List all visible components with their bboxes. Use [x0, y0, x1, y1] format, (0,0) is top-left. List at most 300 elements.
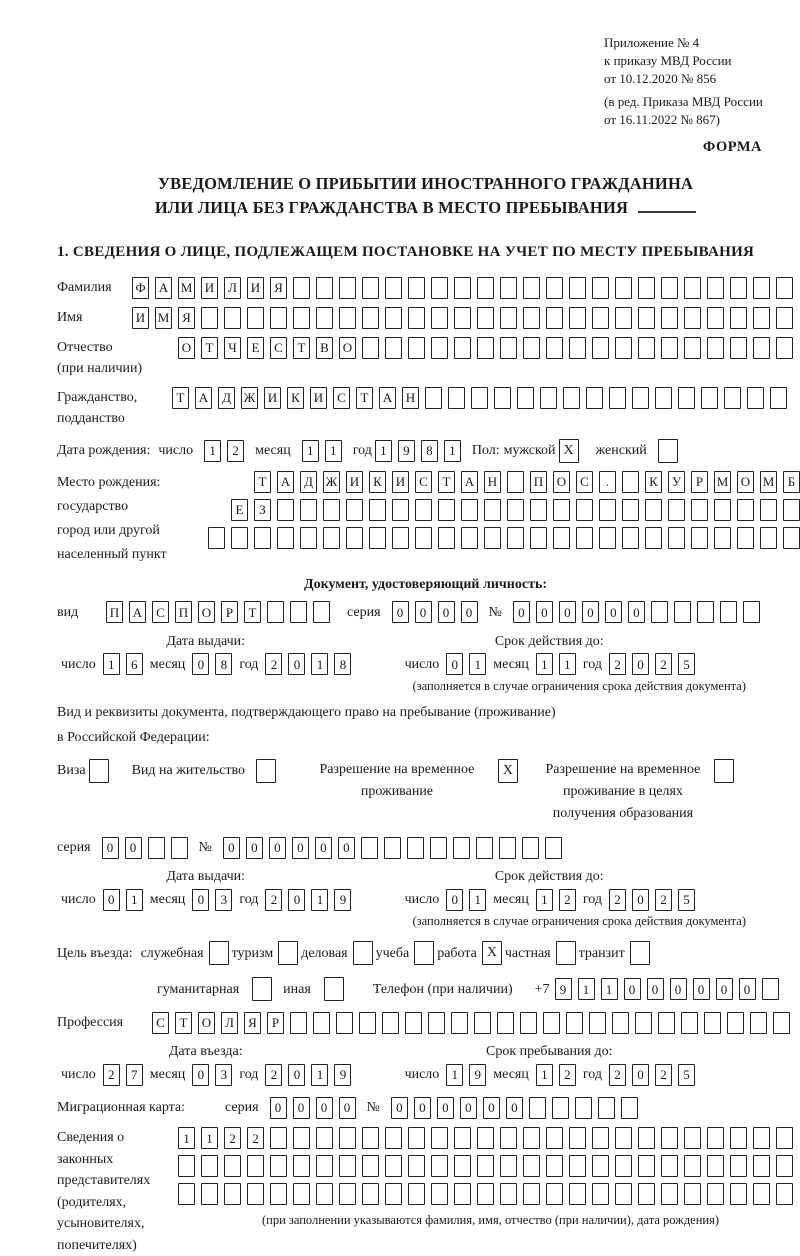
empty-cell: [638, 1155, 655, 1177]
migration-card-label: Миграционная карта:: [57, 1100, 186, 1116]
empty-cell: [599, 499, 616, 521]
char-cell: С: [415, 471, 432, 493]
char-cell: X: [559, 439, 579, 463]
empty-cell: [474, 1012, 491, 1034]
empty-cell: [523, 307, 540, 329]
empty-cell: [408, 337, 425, 359]
empty-cell: [178, 1155, 195, 1177]
char-cell: 9: [398, 440, 415, 462]
empty-cell: [575, 1097, 592, 1119]
char-cell: П: [106, 601, 123, 623]
migration-card-row: [57, 1096, 794, 1119]
birthplace-row2-cells: [205, 499, 800, 521]
empty-cell: [431, 1127, 448, 1149]
appendix-line: Приложение № 4: [604, 35, 700, 50]
empty-cell: [231, 527, 248, 549]
empty-cell: [471, 387, 488, 409]
char-cell: З: [254, 499, 271, 521]
empty-cell: [760, 527, 777, 549]
empty-cell: [684, 307, 701, 329]
char-cell: 0: [316, 1097, 333, 1119]
empty-cell: [171, 837, 188, 859]
empty-cell: [430, 837, 447, 859]
empty-cell: [392, 527, 409, 549]
profession-label: Профессия: [57, 1015, 124, 1031]
empty-cell: [674, 601, 691, 623]
issue-month-cells: [189, 653, 235, 675]
forma-label: ФОРМА: [702, 138, 762, 155]
char-cell: Я: [270, 277, 287, 299]
stay-until-header: Срок пребывания до:: [486, 1044, 613, 1060]
empty-cell: [753, 307, 770, 329]
empty-cell: [316, 1183, 333, 1205]
char-cell: Ж: [241, 387, 258, 409]
char-cell: М: [760, 471, 777, 493]
char-cell: 1: [601, 978, 618, 1000]
empty-cell: [658, 1012, 675, 1034]
char-cell: А: [195, 387, 212, 409]
temp-residence-checkbox: [495, 759, 521, 783]
char-cell: М: [714, 471, 731, 493]
empty-cell: [362, 337, 379, 359]
temp-residence-education-label: Разрешение на временное проживание в целях получения образования: [545, 762, 701, 821]
empty-cell: [385, 1127, 402, 1149]
citizenship-cells: [169, 387, 790, 409]
char-cell: Р: [691, 471, 708, 493]
empty-cell: [477, 307, 494, 329]
purpose-tourism-label: туризм: [231, 945, 274, 961]
identity-doc-row: [57, 601, 794, 624]
empty-cell: [615, 1127, 632, 1149]
char-cell: Т: [438, 471, 455, 493]
month-label: месяц: [255, 443, 291, 459]
empty-cell: [270, 307, 287, 329]
char-cell: Л: [224, 277, 241, 299]
empty-cell: [684, 337, 701, 359]
empty-cell: [500, 1155, 517, 1177]
char-cell: 0: [102, 837, 119, 859]
empty-cell: [543, 1012, 560, 1034]
residence-expiry-year-cells: [606, 889, 698, 911]
char-cell: 0: [582, 601, 599, 623]
purpose-study-label: учеба: [375, 945, 410, 961]
char-cell: 2: [655, 889, 672, 911]
empty-cell: [523, 337, 540, 359]
char-cell: 1: [325, 440, 342, 462]
char-cell: 1: [201, 1127, 218, 1149]
empty-cell: [256, 759, 276, 783]
char-cell: 0: [103, 889, 120, 911]
empty-cell: [208, 527, 225, 549]
stay-year-cells: [606, 1064, 698, 1086]
empty-cell: [747, 387, 764, 409]
year-label: год: [582, 656, 602, 672]
residence-issue-month-cells: [189, 889, 235, 911]
char-cell: С: [152, 1012, 169, 1034]
char-cell: 0: [716, 978, 733, 1000]
month-label: месяц: [493, 892, 529, 908]
purpose-private-label: частная: [504, 945, 551, 961]
birthplace-row1-cells: [205, 471, 800, 493]
empty-cell: [615, 277, 632, 299]
char-cell: 3: [215, 1064, 232, 1086]
female-label: женский: [595, 443, 647, 459]
empty-cell: [267, 601, 284, 623]
year-label: год: [352, 443, 372, 459]
purpose-tourism-checkbox: [275, 941, 301, 965]
empty-cell: [431, 277, 448, 299]
migration-number-label: №: [366, 1100, 380, 1116]
empty-cell: [546, 1155, 563, 1177]
purpose-work-label: работа: [437, 945, 477, 961]
empty-cell: [494, 387, 511, 409]
option-residence-permit: [132, 759, 279, 783]
issue-date-header: Дата выдачи:: [166, 633, 246, 649]
empty-cell: [454, 1155, 471, 1177]
char-cell: А: [155, 277, 172, 299]
empty-cell: [290, 601, 307, 623]
representatives-block: [57, 1127, 794, 1256]
day-label: число: [61, 892, 96, 908]
char-cell: 0: [392, 601, 409, 623]
empty-cell: [477, 277, 494, 299]
char-cell: 1: [302, 440, 319, 462]
empty-cell: [684, 1155, 701, 1177]
empty-cell: [615, 307, 632, 329]
char-cell: 1: [536, 1064, 553, 1086]
char-cell: Т: [175, 1012, 192, 1034]
purpose-other-checkbox: [321, 977, 347, 1001]
empty-cell: [609, 387, 626, 409]
patronymic-label2: (при наличии): [57, 360, 143, 376]
appendix-header: [604, 34, 790, 129]
empty-cell: [730, 277, 747, 299]
expiry-year-cells: [606, 653, 698, 675]
char-cell: С: [576, 471, 593, 493]
option-temp-residence-education: [535, 759, 737, 824]
char-cell: 0: [338, 837, 355, 859]
empty-cell: [461, 499, 478, 521]
char-cell: Б: [783, 471, 800, 493]
purpose-transit-checkbox: [627, 941, 653, 965]
phone-prefix: +7: [534, 981, 550, 997]
char-cell: И: [264, 387, 281, 409]
char-cell: Р: [221, 601, 238, 623]
month-label: месяц: [149, 892, 186, 908]
char-cell: 2: [224, 1127, 241, 1149]
empty-cell: [362, 1127, 379, 1149]
residence-doc-line1: Вид и реквизиты документа, подтверждающего право на пребывание (проживание): [57, 704, 556, 720]
empty-cell: [592, 337, 609, 359]
char-cell: Ч: [224, 337, 241, 359]
empty-cell: [293, 277, 310, 299]
residence-expiry-group: [401, 888, 698, 911]
empty-cell: [599, 527, 616, 549]
char-cell: О: [178, 337, 195, 359]
empty-cell: [753, 1183, 770, 1205]
char-cell: Е: [247, 337, 264, 359]
issue-date-group: [57, 653, 354, 676]
birthdate-label: Дата рождения:: [57, 443, 151, 459]
char-cell: 8: [334, 653, 351, 675]
empty-cell: [385, 1183, 402, 1205]
empty-cell: [339, 1155, 356, 1177]
empty-cell: [776, 1127, 793, 1149]
residence-number-cells: [220, 837, 565, 859]
empty-cell: [730, 1155, 747, 1177]
empty-cell: [563, 387, 580, 409]
empty-cell: [500, 307, 517, 329]
entry-date-header: Дата въезда:: [168, 1044, 243, 1060]
day-label: число: [404, 656, 440, 672]
residence-issue-header: Дата выдачи:: [166, 869, 246, 885]
char-cell: 0: [647, 978, 664, 1000]
char-cell: А: [129, 601, 146, 623]
empty-cell: [540, 387, 557, 409]
empty-cell: [270, 1127, 287, 1149]
empty-cell: [651, 601, 668, 623]
empty-cell: [668, 527, 685, 549]
empty-cell: [300, 499, 317, 521]
char-cell: 8: [421, 440, 438, 462]
char-cell: X: [498, 759, 518, 783]
empty-cell: [477, 337, 494, 359]
empty-cell: [316, 1127, 333, 1149]
char-cell: 1: [375, 440, 392, 462]
empty-cell: [252, 977, 272, 1001]
char-cell: Т: [172, 387, 189, 409]
visa-checkbox: [86, 759, 112, 783]
empty-cell: [592, 307, 609, 329]
empty-cell: [408, 1155, 425, 1177]
empty-cell: [438, 499, 455, 521]
empty-cell: [546, 1127, 563, 1149]
residence-series-row: [57, 836, 794, 859]
char-cell: Е: [231, 499, 248, 521]
empty-cell: [323, 527, 340, 549]
char-cell: X: [482, 941, 502, 965]
char-cell: 0: [288, 889, 305, 911]
char-cell: 0: [739, 978, 756, 1000]
empty-cell: [392, 499, 409, 521]
char-cell: 0: [414, 1097, 431, 1119]
empty-cell: [523, 1155, 540, 1177]
empty-cell: [484, 527, 501, 549]
empty-cell: [569, 277, 586, 299]
empty-cell: [586, 387, 603, 409]
empty-cell: [224, 1183, 241, 1205]
female-checkbox: [655, 439, 681, 463]
empty-cell: [753, 337, 770, 359]
char-cell: 0: [632, 1064, 649, 1086]
representatives-row1-cells: [175, 1127, 796, 1149]
doc-series-label: серия: [347, 604, 381, 620]
birth-day-cells: [201, 440, 247, 462]
empty-cell: [454, 337, 471, 359]
empty-cell: [737, 499, 754, 521]
empty-cell: [598, 1097, 615, 1119]
empty-cell: [408, 277, 425, 299]
doc-number-cells: [510, 601, 763, 623]
empty-cell: [520, 1012, 537, 1034]
empty-cell: [500, 337, 517, 359]
char-cell: 1: [444, 440, 461, 462]
doc-number-label: №: [488, 604, 502, 620]
empty-cell: [697, 601, 714, 623]
profession-row: [57, 1011, 794, 1034]
char-cell: 2: [265, 1064, 282, 1086]
empty-cell: [415, 527, 432, 549]
char-cell: 1: [536, 889, 553, 911]
empty-cell: [247, 1155, 264, 1177]
month-label: месяц: [493, 656, 529, 672]
char-cell: 0: [693, 978, 710, 1000]
char-cell: 2: [265, 653, 282, 675]
empty-cell: [638, 307, 655, 329]
empty-cell: [369, 527, 386, 549]
empty-cell: [691, 499, 708, 521]
char-cell: К: [645, 471, 662, 493]
char-cell: И: [201, 277, 218, 299]
empty-cell: [451, 1012, 468, 1034]
empty-cell: [704, 1012, 721, 1034]
empty-cell: [566, 1012, 583, 1034]
empty-cell: [385, 1155, 402, 1177]
residence-permit-label: Вид на жительство: [131, 763, 245, 779]
empty-cell: [454, 277, 471, 299]
char-cell: 0: [446, 653, 463, 675]
char-cell: Л: [221, 1012, 238, 1034]
residence-issue-day-cells: [100, 889, 146, 911]
char-cell: 1: [446, 1064, 463, 1086]
empty-cell: [530, 527, 547, 549]
amendment-line: (в ред. Приказа МВД России: [604, 93, 763, 109]
firstname-cells: [129, 307, 796, 329]
char-cell: М: [155, 307, 172, 329]
char-cell: Ф: [132, 277, 149, 299]
char-cell: 1: [578, 978, 595, 1000]
empty-cell: [254, 527, 271, 549]
char-cell: Т: [356, 387, 373, 409]
empty-cell: [655, 387, 672, 409]
empty-cell: [224, 307, 241, 329]
char-cell: 1: [126, 889, 143, 911]
char-cell: 5: [678, 889, 695, 911]
purpose-row2: [57, 977, 794, 1001]
empty-cell: [720, 601, 737, 623]
issue-day-cells: [100, 653, 146, 675]
empty-cell: [384, 837, 401, 859]
empty-cell: [339, 307, 356, 329]
stay-until-group: [401, 1063, 698, 1086]
char-cell: 0: [288, 653, 305, 675]
expiry-date-header: Срок действия до:: [494, 633, 604, 649]
empty-cell: [293, 1183, 310, 1205]
empty-cell: [408, 1183, 425, 1205]
empty-cell: [592, 1155, 609, 1177]
empty-cell: [461, 527, 478, 549]
expiry-date-group: [401, 653, 698, 676]
year-label: год: [582, 1067, 602, 1083]
empty-cell: [684, 1183, 701, 1205]
empty-cell: [661, 1183, 678, 1205]
empty-cell: [569, 1183, 586, 1205]
char-cell: 0: [437, 1097, 454, 1119]
purpose-business-label: деловая: [301, 945, 348, 961]
day-label: число: [158, 443, 194, 459]
purpose-official-checkbox: [206, 941, 232, 965]
empty-cell: [622, 527, 639, 549]
char-cell: У: [668, 471, 685, 493]
amendment-line: от 16.11.2022 № 867): [604, 111, 721, 127]
char-cell: Т: [244, 601, 261, 623]
empty-cell: [576, 499, 593, 521]
empty-cell: [530, 499, 547, 521]
empty-cell: [691, 527, 708, 549]
char-cell: А: [461, 471, 478, 493]
empty-cell: [523, 1127, 540, 1149]
empty-cell: [477, 1127, 494, 1149]
empty-cell: [346, 499, 363, 521]
empty-cell: [529, 1097, 546, 1119]
char-cell: Н: [484, 471, 501, 493]
char-cell: 2: [559, 889, 576, 911]
empty-cell: [224, 1155, 241, 1177]
empty-cell: [454, 1183, 471, 1205]
purpose-business-checkbox: [350, 941, 376, 965]
purpose-official-label: служебная: [140, 945, 204, 961]
empty-cell: [313, 1012, 330, 1034]
doc-type-label: вид: [57, 604, 79, 620]
char-cell: 0: [483, 1097, 500, 1119]
empty-cell: [658, 439, 678, 463]
residence-expiry-note: (заполняется в случае ограничения срока действия документа): [412, 914, 746, 929]
empty-cell: [750, 1012, 767, 1034]
empty-cell: [730, 337, 747, 359]
empty-cell: [776, 1155, 793, 1177]
purpose-other-label: иная: [283, 981, 311, 997]
char-cell: 0: [506, 1097, 523, 1119]
char-cell: 0: [339, 1097, 356, 1119]
form-title: [57, 172, 794, 220]
empty-cell: [592, 1127, 609, 1149]
empty-cell: [499, 837, 516, 859]
char-cell: 1: [204, 440, 221, 462]
char-cell: 2: [103, 1064, 120, 1086]
char-cell: 0: [293, 1097, 310, 1119]
migration-number-cells: [388, 1097, 641, 1119]
phone-label: Телефон (при наличии): [372, 981, 513, 997]
empty-cell: [576, 527, 593, 549]
char-cell: 0: [270, 1097, 287, 1119]
char-cell: А: [277, 471, 294, 493]
char-cell: 0: [624, 978, 641, 1000]
firstname-label: Имя: [57, 309, 83, 325]
empty-cell: [707, 1155, 724, 1177]
empty-cell: [661, 1155, 678, 1177]
empty-cell: [546, 277, 563, 299]
option-temp-residence: [299, 759, 521, 802]
empty-cell: [361, 837, 378, 859]
char-cell: 2: [227, 440, 244, 462]
char-cell: 3: [215, 889, 232, 911]
patronymic-row: [57, 337, 794, 379]
char-cell: И: [132, 307, 149, 329]
char-cell: 0: [632, 889, 649, 911]
purpose-private-checkbox: [553, 941, 579, 965]
empty-cell: [523, 277, 540, 299]
empty-cell: [632, 387, 649, 409]
